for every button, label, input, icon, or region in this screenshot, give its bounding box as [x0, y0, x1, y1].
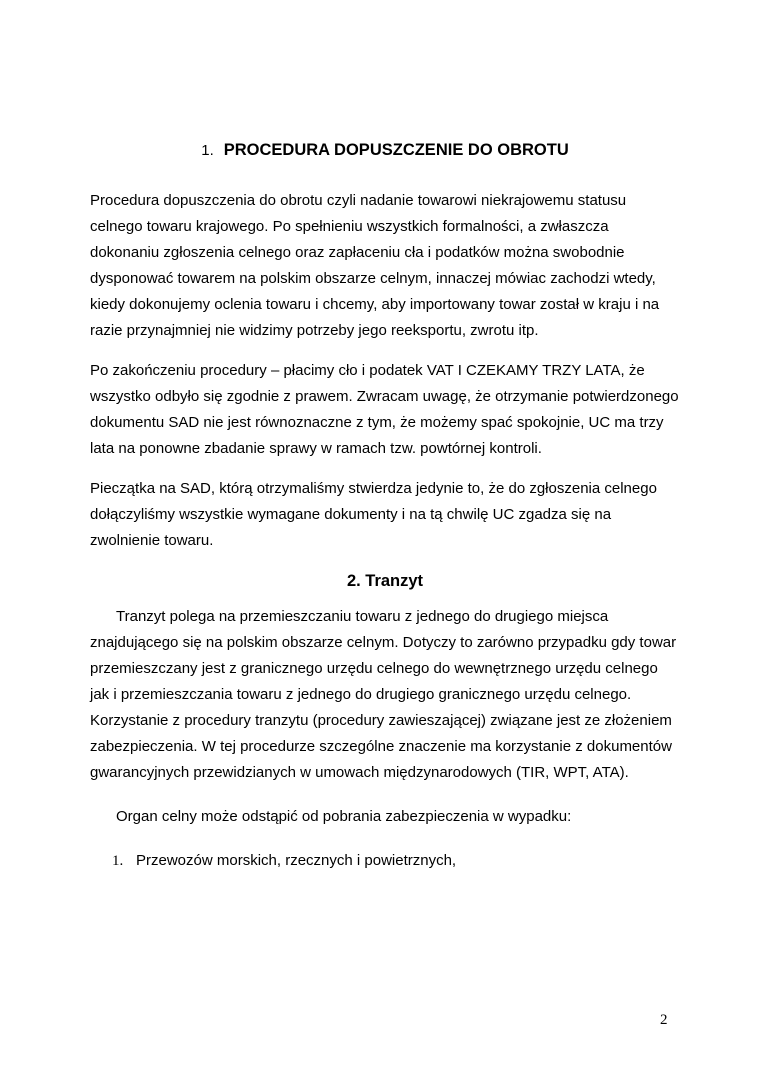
section-1-title: PROCEDURA DOPUSZCZENIE DO OBROTU [223, 141, 569, 159]
paragraph: Korzystanie z procedury tranzytu (procedury zawieszającej) związane jest ze złożeniem zabezpieczenia. W tej procedurze szczególne znaczenie ma korzystanie z dokumentów gwarancyjnych przewidzianych w umowach międzynarodowych (TIR, WPT, ATA). [90, 712, 672, 781]
list-item-number: 1. [112, 853, 124, 869]
paragraph: Procedura dopuszczenia do obrotu czyli nadanie towarowi niekrajowemu statusu celnego towaru krajowego. Po spełnieniu wszystkich formalności, a zwłaszcza dokonaniu zgłoszenia celnego oraz zapłaceniu cła i podatków można swobodnie dysponować towarem na polskim obszarze celnym, innaczej mówiac zachodzi wtedy, kiedy dokonujemy oclenia towaru i chcemy, aby importowany towar został w kraju i na razie przynajmniej nie widzimy potrzeby jego reeksportu, zwrotu itp. [90, 192, 660, 339]
page-content [90, 135, 680, 874]
list-item [90, 848, 680, 874]
paragraph: Pieczątka na SAD, którą otrzymaliśmy stwierdza jedynie to, że do zgłoszenia celnego dołączyliśmy wszystkie wymagane dokumenty i na tą chwilę UC zgadza się na zwolnienie towaru. [90, 480, 657, 549]
section-1-heading [90, 135, 680, 166]
page-number: 2 [660, 1012, 668, 1028]
section-2-heading: 2. Tranzyt [346, 572, 424, 590]
list-item-text: Przewozów morskich, rzecznych i powietrznych, [136, 852, 457, 869]
exemption-list [90, 848, 680, 874]
paragraph: Tranzyt polega na przemieszczaniu towaru z jednego do drugiego miejsca znajdującego się na polskim obszarze celnym. Dotyczy to zarówno przypadku gdy towar przemieszczany jest z granicznego urzędu celnego do wewnętrznego urzędu celnego jak i przemieszczania towaru z jednego do drugiego granicznego urzędu celnego. [90, 608, 677, 703]
section-1-number: 1. [201, 142, 214, 159]
paragraph: Organ celny może odstąpić od pobrania zabezpieczenia w wypadku: [116, 808, 572, 825]
paragraph: Po zakończeniu procedury – płacimy cło i podatek VAT I CZEKAMY TRZY LATA, że wszystko odbyło się zgodnie z prawem. Zwracam uwagę, że otrzymanie potwierdzonego dokumentu SAD nie jest równoznaczne z tym, że możemy spać spokojnie, UC ma trzy lata na ponowne zbadanie sprawy w ramach tzw. powtórnej kontroli. [90, 362, 679, 457]
